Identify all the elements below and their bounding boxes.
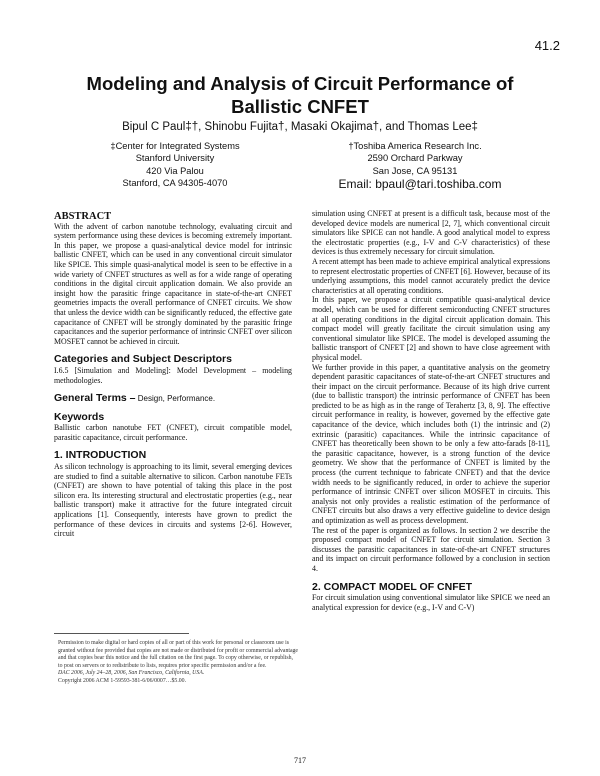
- general-terms-text: Design, Performance.: [135, 394, 216, 404]
- affiliation-toshiba: [330, 140, 500, 177]
- categories-text: I.6.5 [Simulation and Modeling]: Model Development – modeling methodologies.: [54, 365, 292, 385]
- venue-text: DAC 2006, July 24–28, 2006, San Francisco, California, USA.: [58, 670, 205, 677]
- right-column: [312, 209, 550, 612]
- page-number-top: 41.2: [534, 38, 560, 53]
- affiliation-stanford: [90, 140, 260, 189]
- paragraph: simulation using CNFET at present is a difficult task, because most of the developed device models are numerical [2, 7], which conventional circuit simulators like SPICE can not handle. A good analytical model to express the electrostatic properties (e.g., I-V and C-V characteristics) of these devices is thus extremely necessary for circuit simulation.: [312, 209, 550, 257]
- author-list: Bipul C Paul‡†, Shinobu Fujita†, Masaki Okajima†, and Thomas Lee‡: [122, 121, 478, 133]
- abstract-heading: ABSTRACT: [54, 211, 112, 222]
- general-terms-label: General Terms –: [54, 392, 136, 405]
- footnote-divider: [54, 633, 189, 634]
- paragraph: We further provide in this paper, a quantitative analysis on the geometry dependent parasitic capacitances of state-of-the-art CNFET structures and their impact on the circuit performance. Because of its high drive current (due to ballistic transport) the intrinsic performance of CNFET has been predicted to be as high as in the range of Terahertz [3, 8, 9]. The effective circuit performance in reality, is however, governed by the effective gate capacitance of the device, which includes both (1) the intrinsic and (2) extrinsic (parasitic) capacitances. While the intrinsic capacitance of CNFET has theoretically been shown to be only a few atto-farads [8-11], the parasitic capacitance, however, is a strong function of the device geometry. We show that the performance of CNFET is limited by the process (the current technique to fabricate CNFET) and that the device width needs to be significantly reduced, in order to achieve the superior performance of intrinsic CNFET over silicon MOSFET in circuits. This analysis not only provides a realistic estimation of the performance of CNFET circuits but also draws a very effective guideline to device design and optimization as well as process development.: [312, 362, 550, 525]
- affiliation-line: 2590 Orchard Parkway: [367, 153, 463, 164]
- paragraph: In this paper, we propose a circuit compatible quasi-analytical device model, which can be used for different semiconducting CNFET structures at all operating conditions in the digital circuit application domain. This compact model will greatly facilitate the circuit simulation using any conventional simulator like SPICE. The model is developed assuming the ballistic transport of CNFET [2] and shown to have close agreement with physical model.: [312, 295, 550, 362]
- affiliation-line: 420 Via Palou: [146, 165, 204, 176]
- affiliation-line: ‡Center for Integrated Systems: [110, 141, 240, 151]
- copyright-text: Copyright 2006 ACM 1-59593-381-6/06/0007…$5.00.: [58, 677, 187, 684]
- page-number-bottom: 717: [294, 756, 306, 765]
- affiliation-line: Stanford University: [135, 153, 215, 164]
- section2-heading: 2. COMPACT MODEL OF CNFET: [312, 580, 473, 593]
- affiliation-line: †Toshiba America Research Inc.: [348, 141, 482, 151]
- section2-text: For circuit simulation using conventional simulator like SPICE we need an analytical expression for device (e.g., I-V and C-V): [312, 593, 550, 612]
- introduction-heading: 1. INTRODUCTION: [54, 449, 147, 462]
- categories-heading: Categories and Subject Descriptors: [54, 353, 232, 366]
- abstract-text: With the advent of carbon nanotube technology, evaluating circuit and system performance using these devices is becoming extremely important. In this paper, we propose a quasi-analytical device model for intrinsic ballistic CNFET, which can be used in any conventional circuit simulator like SPICE. This simple quasi-analytical model is seen to be effective in a wide variety of CNFET structures as well as for a wide range of operating conditions in the digital circuit application domain. We also provide an insight how the parasitic fringe capacitance in state-of-the-art CNFET geometries impacts the overall performance of CNFET circuits. We show that unless the device width can be significantly reduced, the effective gate capacitance of CNFET will be strongly dominated by the parasitic fringe capacitances and the superior performance of intrinsic CNFET over silicon MOSFET cannot be achieved in circuit.: [54, 221, 292, 346]
- affiliation-line: Stanford, CA 94305-4070: [122, 177, 228, 188]
- permission-text: Permission to make digital or hard copies of all or part of this work for personal or classroom use is granted without fee provided that copies are not made or distributed for profit or commercial advantage and that copies bear this notice and the full citation on the first page. To copy otherwise, or republish, to post on servers or to redistribute to lists, requires prior specific permission and/or a fee.: [58, 640, 299, 669]
- keywords-text: Ballistic carbon nanotube FET (CNFET), circuit compatible model, parasitic capacitance, circuit performance.: [54, 423, 292, 442]
- paragraph: The rest of the paper is organized as follows. In section 2 we describe the proposed compact model of CNFET for circuit simulation. Section 3 discusses the parasitic capacitances in state-of-the-art CNFET structures and its impact on circuit performance followed by a conclusion in section 4.: [312, 525, 550, 573]
- contact-email: Email: bpaul@tari.toshiba.com: [338, 177, 502, 191]
- keywords-heading: Keywords: [54, 410, 105, 423]
- paragraph: A recent attempt has been made to achieve empirical analytical expressions to represent electrostatic properties of CNFET [6]. However, because of its underlying assumptions, this model cannot accurately predict the device characteristics at all operating conditions.: [312, 256, 550, 295]
- permission-notice: [58, 640, 298, 686]
- general-terms-heading: [54, 394, 292, 404]
- affiliation-line: San Jose, CA 95131: [372, 165, 458, 176]
- introduction-text: As silicon technology is approaching to its limit, several emerging devices are studied to find a suitable alternative to silicon. Carbon nanotube FETs (CNFET) are shown to have potential of taking this place in the post silicon era. Its interesting structural and electrostatic properties (e.g., near ballistic transport) make it attractive for the future integrated circuit applications [1]. Consequently, interests have grown to predict the performance of these devices in circuits and systems [2-6]. However, circuit: [54, 462, 292, 539]
- left-column: [54, 209, 292, 539]
- paper-title: Modeling and Analysis of Circuit Performance of Ballistic CNFET: [86, 73, 514, 117]
